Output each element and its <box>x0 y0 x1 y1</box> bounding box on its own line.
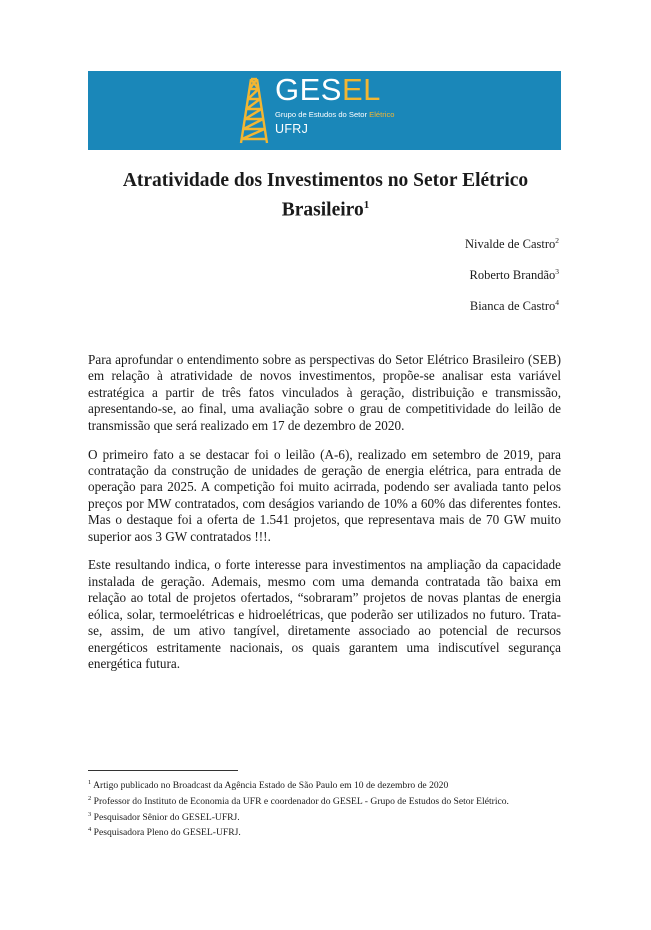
logo-institution: UFRJ <box>275 122 309 136</box>
header-banner <box>88 71 561 150</box>
title-line-1: Atratividade dos Investimentos no Setor Elétrico <box>122 170 529 191</box>
author-1 <box>465 236 559 252</box>
author-name: Bianca de Castro <box>469 299 556 314</box>
title-footnote-mark: 1 <box>363 199 370 211</box>
author-name: Roberto Brandão <box>469 268 556 283</box>
footnotes <box>88 777 561 840</box>
logo-text <box>275 73 394 136</box>
author-footnote-mark: 3 <box>555 267 559 276</box>
title-line-2 <box>60 193 591 223</box>
footnote-separator <box>88 770 238 771</box>
author-footnote-mark: 4 <box>555 298 559 307</box>
footnote-text: Professor do Instituto de Economia da UFR e coordenador do GESEL - Grupo de Estudos do Setor Elétrico. <box>91 795 509 807</box>
paragraph-1: Para aprofundar o entendimento sobre as perspectivas do Setor Elétrico Brasileiro (SEB) em relação à atratividade de novos investimentos, propõe-se analisar esta variável estratégica a partir de três fatos vinculados à geração, distribuição e transmissão, apresentando-se, ao final, uma avaliação sobre o grau de competitividade do leilão de transmissão que será realizado em 17 de dezembro de 2020. <box>88 352 561 433</box>
author-name: Nivalde de Castro <box>464 237 556 252</box>
title-line-2-text: Brasileiro <box>281 199 364 221</box>
transmission-tower-icon <box>238 77 270 145</box>
footnote-mark: 1 <box>88 779 92 786</box>
article-body <box>88 352 561 685</box>
author-footnote-mark: 2 <box>555 236 559 245</box>
author-3 <box>470 298 559 314</box>
paragraph-3: Este resultando indica, o forte interesse para investimentos na ampliação da capacidade instalada de geração. Ademais, mesmo com uma demanda contratada tão baixa em relação ao total de projetos ofertados, “sobraram” projetos de novas plantas de energia eólica, solar, termoelétricas e hidroelétricas, que poderão ser utilizados no futuro. Trata-se, assim, de um ativo tangível, diretamente associado ao potencial de recursos energéticos estritamente nacionais, os quais garantem uma indiscutível segurança energética futura. <box>88 557 561 671</box>
logo-subtitle-white: Grupo de Estudos do Setor <box>275 110 370 119</box>
paragraph-2: O primeiro fato a se destacar foi o leilão (A-6), realizado em setembro de 2019, para contratação da construção de unidades de geração de energia elétrica, para entrada de operação para 2025. A competição foi muito acirrada, podendo ser avaliada tanto pelos preços por MW contratados, com deságios variando de 10% a 60% das diferentes fontes. Mas o destaque foi a oferta de 1.541 projetos, que representava mais de 70 GW muito superior aos 3 GW contratados !!!. <box>88 446 561 544</box>
logo-word-white: GES <box>275 72 342 107</box>
footnote-text: Pesquisador Sênior do GESEL-UFRJ. <box>91 811 240 823</box>
footnote-mark: 4 <box>88 826 92 834</box>
author-2 <box>470 267 560 283</box>
logo-word-yellow: EL <box>341 72 381 107</box>
logo-subtitle <box>275 110 394 119</box>
footnote-2 <box>88 793 561 809</box>
logo-subtitle-yellow: Elétrico <box>369 110 395 119</box>
footnote-mark: 2 <box>88 794 92 802</box>
footnote-text: Pesquisadora Pleno do GESEL-UFRJ. <box>91 827 241 839</box>
footnote-text: Artigo publicado no Broadcast da Agência Estado de São Paulo em 10 de dezembro de 2020 <box>91 780 449 792</box>
footnote-1 <box>88 777 561 793</box>
logo-wordmark <box>275 73 394 107</box>
document-title <box>60 169 591 223</box>
footnote-mark: 3 <box>88 810 92 818</box>
footnote-3 <box>88 809 561 825</box>
footnote-4 <box>88 824 561 840</box>
